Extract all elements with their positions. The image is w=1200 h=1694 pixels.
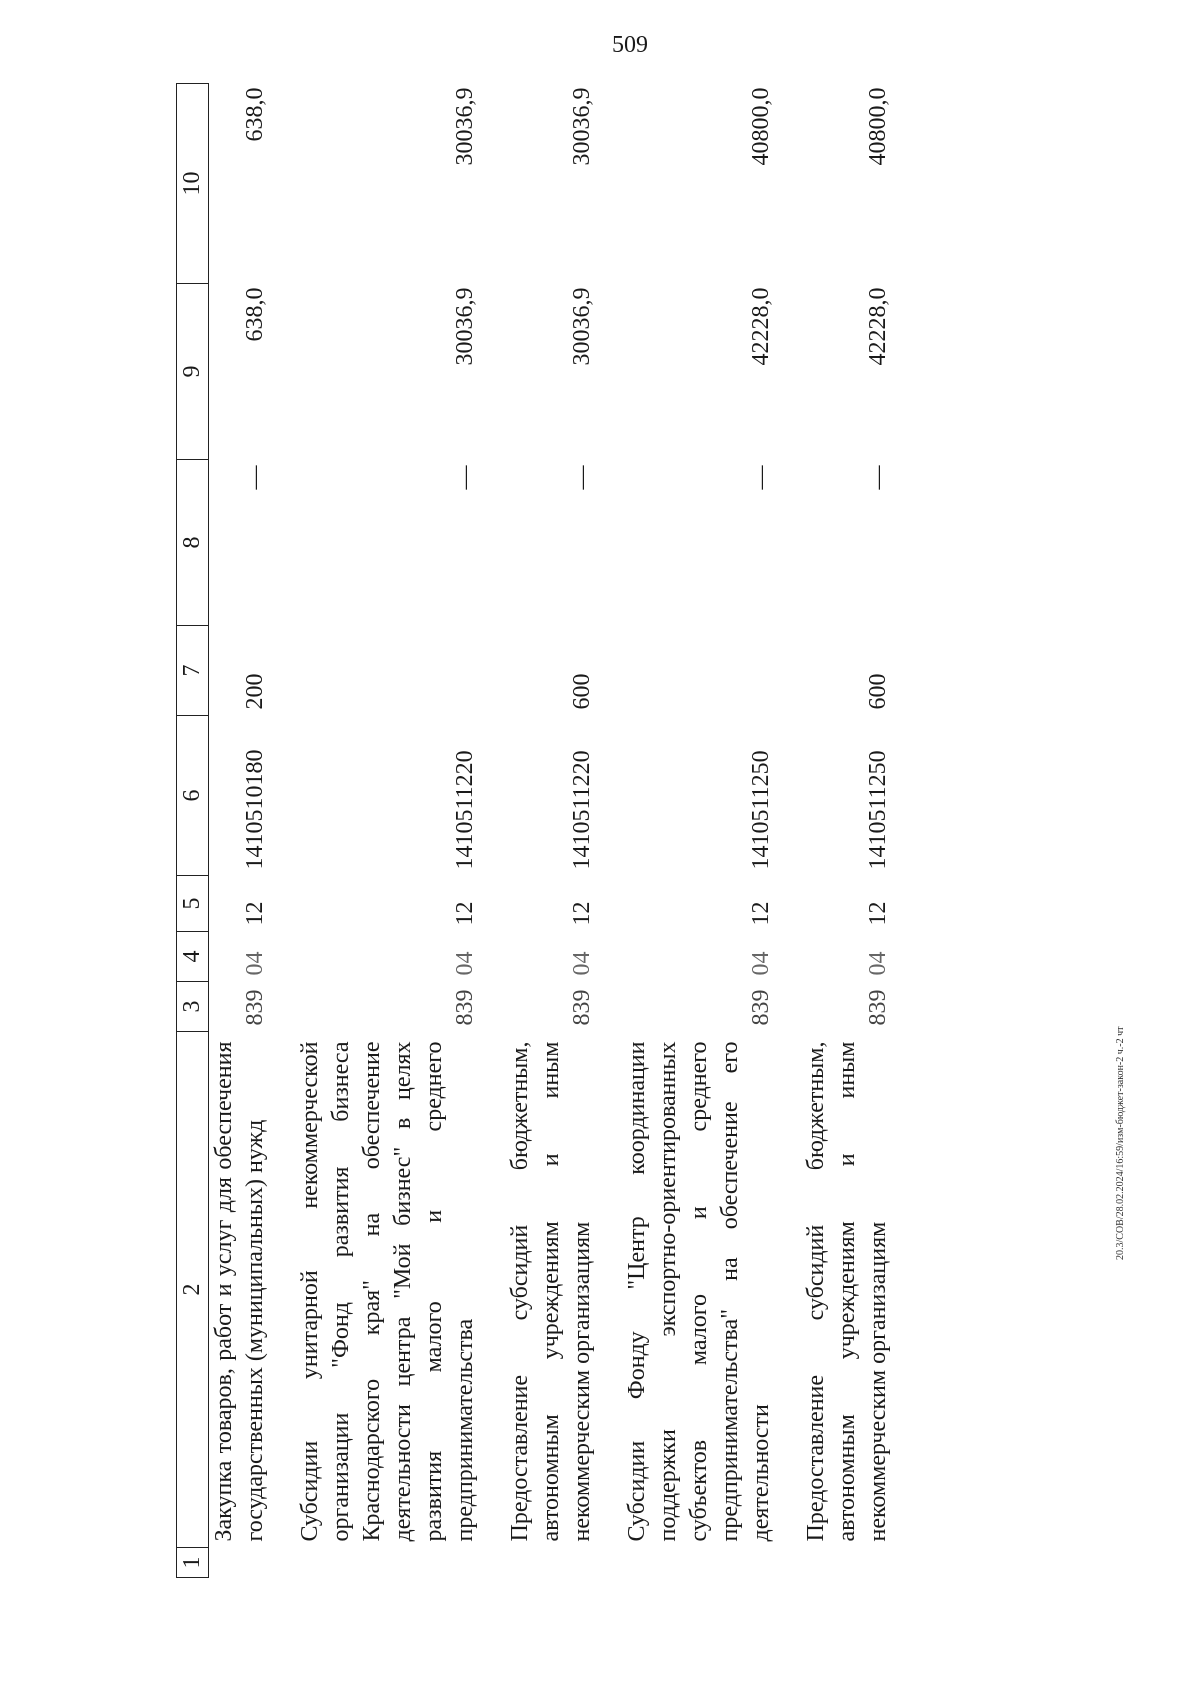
amount-col-10: 40800,0 [748,87,774,166]
amount-col-8: — [865,465,891,490]
table-row [622,84,801,1578]
row-name: Закупка товаров, работ и услуг для обеспечения государственных (муниципальных) нужд [211,1041,268,1542]
header-col-1: 1 [177,1548,209,1578]
document-footer-code: 20.3/СОВ/28.02.2024/16:59/изм-бюджет-закон-2 ч.-2 чт [1115,1026,1126,1260]
expense-type-code [295,626,505,716]
target-article-code: 1410511220 [569,750,595,870]
amount-col-8: — [748,465,774,490]
section-code: 04 [865,951,891,976]
target-article-code: 1410511250 [748,750,774,870]
budget-table [176,83,918,1578]
section-code: 04 [569,951,595,976]
row-name: Субсидии Фонду "Центр координации поддержки экспортно-ориентированных субъектов малого и среднего предпринимательства" на обеспечение его деятельности [624,1041,774,1542]
header-col-8: 8 [177,460,209,626]
amount-col-9: 30036,9 [569,287,595,366]
table-row [505,84,622,1578]
table-header-row [177,84,209,1578]
amount-col-10: 638,0 [242,87,268,142]
header-col-10: 10 [177,84,209,284]
header-col-7: 7 [177,626,209,716]
row-name: Предоставление субсидий бюджетным, автономным учреждениям и иным некоммерческим организациям [803,1041,891,1542]
amount-col-8: — [242,465,268,490]
ministry-code: 839 [865,989,891,1026]
row-index-cell [622,1548,801,1578]
target-article-code: 1410511250 [865,750,891,870]
header-col-5: 5 [177,876,209,932]
amount-col-8: — [452,465,478,490]
header-col-4: 4 [177,932,209,982]
ministry-code: 839 [748,989,774,1026]
subsection-code: 12 [242,901,268,926]
amount-col-10: 30036,9 [569,87,595,166]
row-name: Предоставление субсидий бюджетным, автономным учреждениям и иным некоммерческим организациям [507,1041,595,1542]
row-index-cell [295,1548,505,1578]
table-row [295,84,505,1578]
row-name: Субсидии унитарной некоммерческой организации "Фонд развития бизнеса Краснодарского края" на обеспечение деятельности центра "Мой бизнес" в целях развития малого и среднего предпринимательства [297,1041,478,1542]
row-index-cell [801,1548,918,1578]
header-col-9: 9 [177,284,209,460]
subsection-code: 12 [865,901,891,926]
target-article-code: 1410510180 [242,749,268,870]
section-code: 04 [452,951,478,976]
header-col-2: 2 [177,1032,209,1548]
amount-col-10: 40800,0 [865,87,891,166]
rotated-table-area [176,84,1076,1578]
ministry-code: 839 [452,989,478,1026]
row-index-cell [209,1548,296,1578]
expense-type-code: 200 [242,673,268,710]
row-index-cell [505,1548,622,1578]
section-code: 04 [242,951,268,976]
header-col-6: 6 [177,716,209,876]
subsection-code: 12 [452,901,478,926]
table-row [209,84,296,1578]
subsection-code: 12 [748,901,774,926]
header-col-3: 3 [177,982,209,1032]
amount-col-8: — [569,465,595,490]
amount-col-9: 42228,0 [865,287,891,366]
amount-col-10: 30036,9 [452,87,478,166]
expense-type-code [622,626,801,716]
subsection-code: 12 [569,901,595,926]
expense-type-code: 600 [865,673,891,710]
amount-col-9: 638,0 [242,287,268,342]
expense-type-code: 600 [569,673,595,710]
amount-col-9: 42228,0 [748,287,774,366]
target-article-code: 1410511220 [452,750,478,870]
ministry-code: 839 [242,989,268,1026]
table-row [801,84,918,1578]
page-number: 509 [612,32,648,58]
section-code: 04 [748,951,774,976]
ministry-code: 839 [569,989,595,1026]
amount-col-9: 30036,9 [452,287,478,366]
